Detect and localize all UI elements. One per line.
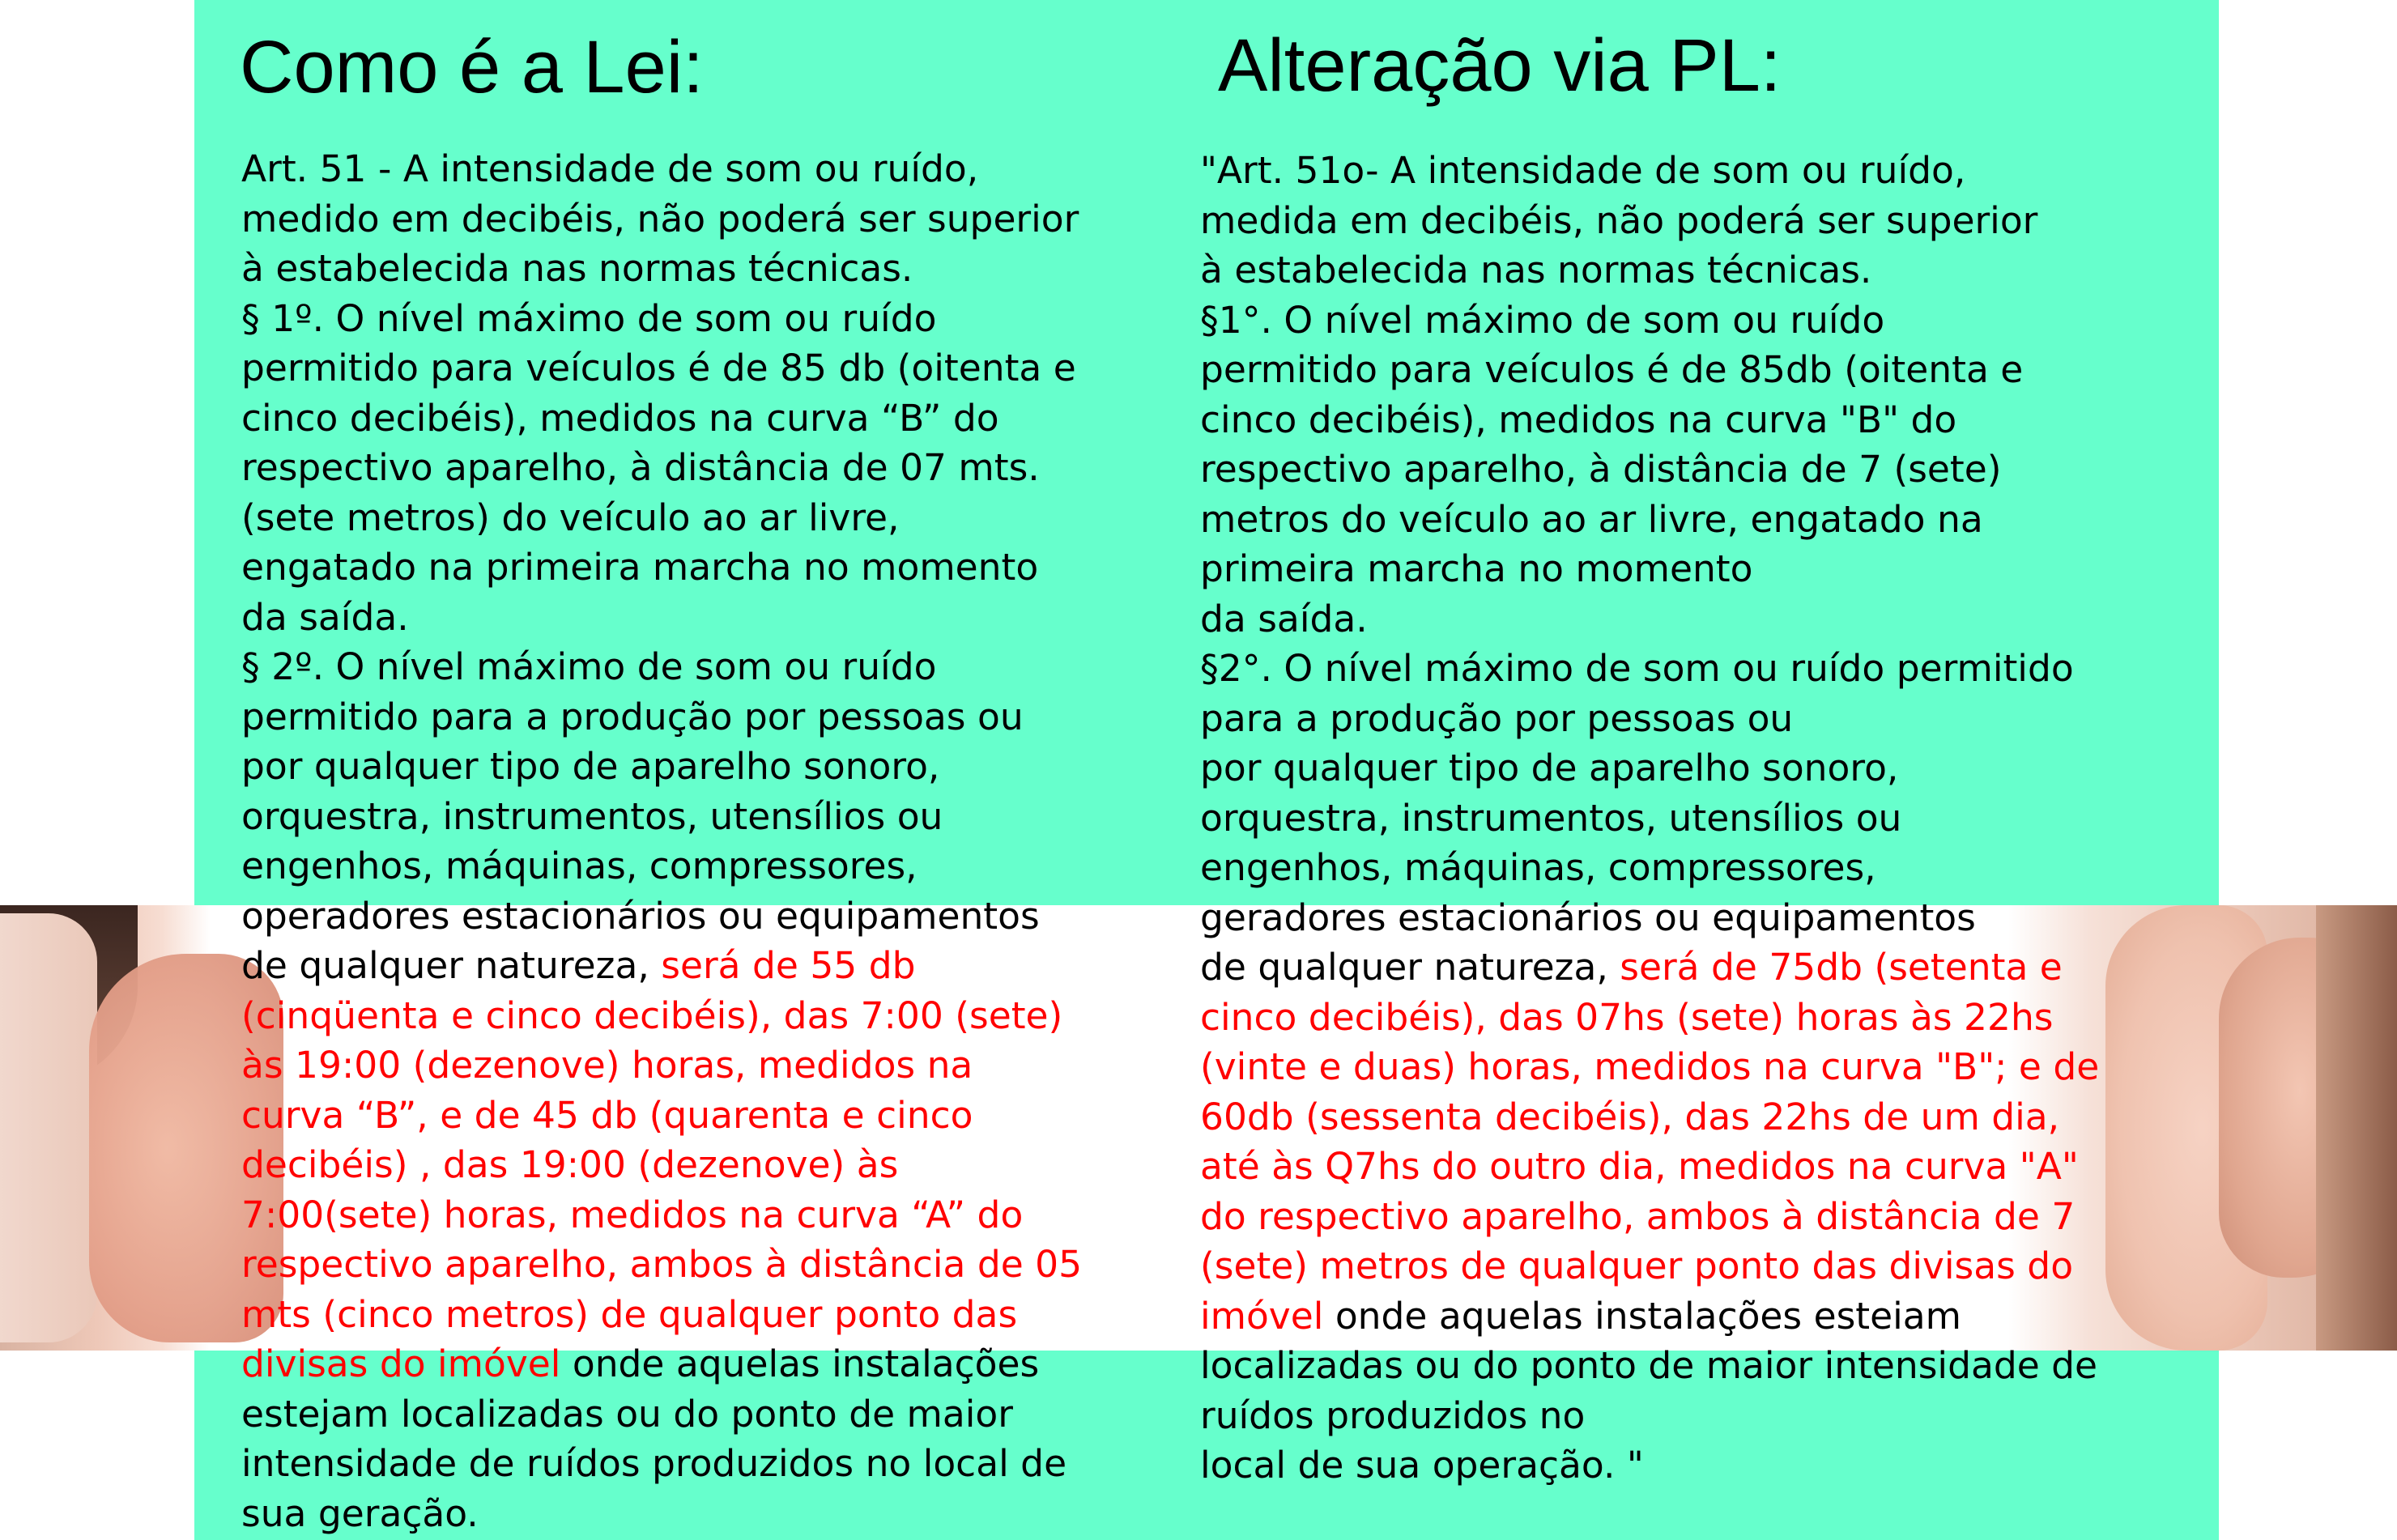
bill-amendment-highlight: será de 75db (setenta e cinco decibéis), das 07hs (sete) horas às 22hs (vinte e duas) horas, medidos na curva "B"; e de 60db (sessenta decibéis), das 22hs de um dia, até às Q7hs do outro dia, medidos na curva "A" do respectivo aparelho, ambos à distância de 7 (sete) metros de qualquer ponto das divisas do imóvel [1200,946,2100,1338]
bill-amendment-title: Alteração via PL: [1218,24,1782,107]
current-law-text-start: Art. 51 - A intensidade de som ou ruído, medido em decibéis, não poderá ser superior à estabelecida nas normas técnicas. § 1º. O nível máximo de som ou ruído permitido para veículos é de 85 db (oitenta e cinco decibéis), medidos na curva “B” do respectivo aparelho, à distância de 07 mts. (sete metros) do veículo ao ar livre, engatado na primeira marcha no momento da saída. § 2º. O nível máximo de som ou ruído permitido para a produção por pessoas ou por qualquer tipo de aparelho sonoro, orquestra, instrumentos, utensílios ou engenhos, máquinas, compressores, operadores estacionários ou equipamentos de qualquer natureza, [241,147,1079,987]
face-left [0,913,97,1342]
hair-right [2316,905,2397,1351]
bill-amendment-column [1200,21,2217,1491]
current-law-text [241,144,1181,1538]
current-law-text-end: onde aquelas instalações estejam localizadas ou do ponto de maior intensidade de ruídos produzidos no local de sua geração. [241,1342,1067,1535]
current-law-column [241,23,1181,1538]
current-law-title: Como é a Lei: [240,26,704,108]
bill-amendment-text-start: "Art. 51o- A intensidade de som ou ruído, medida em decibéis, não poderá ser superior à estabelecida nas normas técnicas. §1°. O nível máximo de som ou ruído permitido para veículos é de 85db (oitenta e cinco decibéis), medidos na curva "B" do respectivo aparelho, à distância de 7 (sete) metros do veículo ao ar livre, engatado na primeira marcha no momento da saída. §2°. O nível máximo de som ou ruído permitido para a produção por pessoas ou por qualquer tipo de aparelho sonoro, orquestra, instrumentos, utensílios ou engenhos, máquinas, compressores, geradores estacionários ou equipamentos de qualquer natureza, [1200,149,2074,989]
current-law-highlight: será de 55 db (cinqüenta e cinco decibéis), das 7:00 (sete) às 19:00 (dezenove) horas, medidos na curva “B”, e de 45 db (quarenta e cinco decibéis) , das 19:00 (dezenove) às 7:00(sete) horas, medidos na curva “A” do respectivo aparelho, ambos à distância de 05 mts (cinco metros) de qualquer ponto das divisas do imóvel [241,944,1083,1385]
bill-amendment-text-end: onde aquelas instalações esteiam localizadas ou do ponto de maior intensidade de ruídos produzidos no local de sua operação. " [1200,1294,2098,1487]
bill-amendment-text [1200,146,2217,1491]
